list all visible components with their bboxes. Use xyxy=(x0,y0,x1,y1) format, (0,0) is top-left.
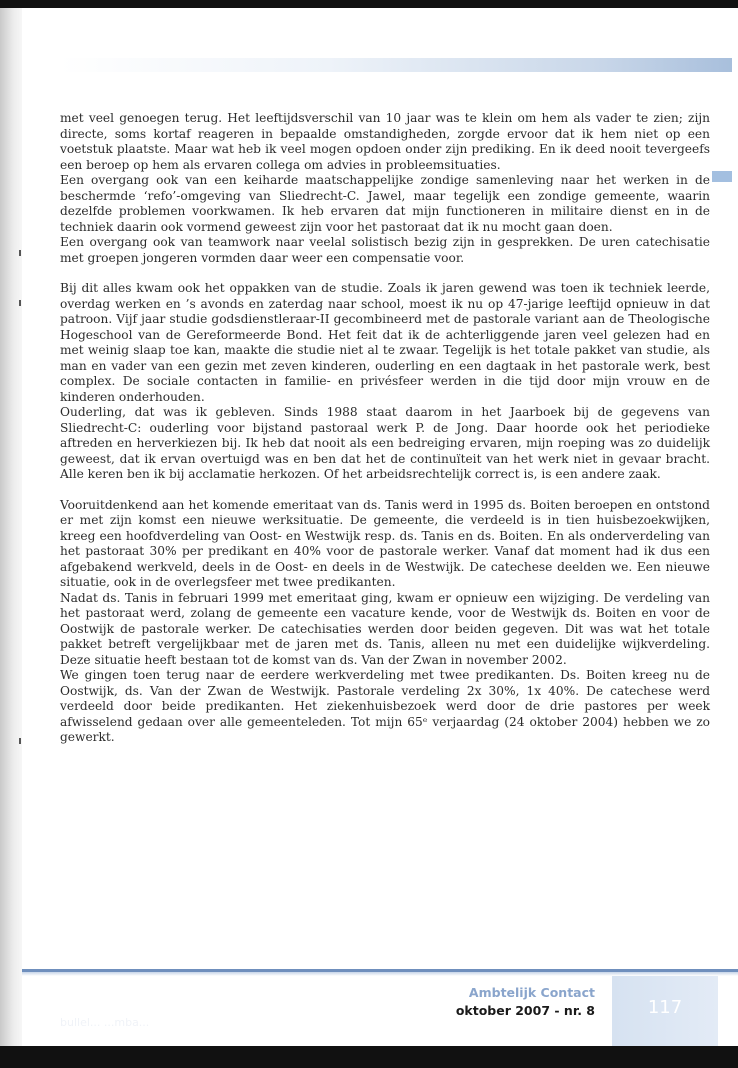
paragraph: We gingen toen terug naar de eerdere werkverdeling met twee predikanten. Ds. Boiten kreeg nu de Oostwijk, ds. Van der Zwan de Westwijk. Pastorale verdeling 2x 30%, 1x 40%. De catechese werd verdeeld door beide predikanten. Het ziekenhuisbezoek werd door de drie pastores per week afwisselend gedaan over alle gemeenteleden. Tot mijn 65ᵉ verjaardag (24 oktober 2004) hebben we zo gewerkt. xyxy=(60,668,710,744)
footer-brand xyxy=(440,984,595,1020)
paragraph: Ouderling, dat was ik gebleven. Sinds 1988 staat daarom in het Jaarboek bij de gegevens van Sliedrecht-C: ouderling voor bijstand pastoraal werk P. de Jong. Daar hoorde ook het periodieke aftreden en herverkiezen bij. Ik heb dat nooit als een bedreiging ervaren, mijn roeping was zo duidelijk geweest, dat ik ervan overtuigd was en ben dat het de continuïteit van het werk niet in gevaar bracht. Alle keren ben ik bij acclamatie herkozen. Of het arbeidsrechtelijk correct is, is een andere zaak. xyxy=(60,405,710,481)
paragraph: Een overgang ook van een keiharde maatschappelijke zondige samenleving naar het werken in de beschermde ‘refo’-omgeving van Sliedrecht-C. Jawel, maar tegelijk een zondige gemeente, waarin dezelfde problemen voorkwamen. Ik heb ervaren dat mijn functioneren in militaire dienst en in de techniek daarin ook vormend geweest zijn voor het pastoraat dat ik nu mocht gaan doen. xyxy=(60,173,710,234)
side-tab-marker xyxy=(712,171,732,182)
page-number: 117 xyxy=(647,997,683,1018)
issue-date: oktober 2007 - nr. 8 xyxy=(455,1003,595,1018)
scan-top-border xyxy=(0,0,738,8)
paragraph: Een overgang ook van teamwork naar veelal solistisch bezig zijn in gesprekken. De uren catechisatie met groepen jongeren vormden daar weer een compensatie voor. xyxy=(60,235,710,265)
article-body xyxy=(60,111,710,746)
paragraph: met veel genoegen terug. Het leeftijdsverschil van 10 jaar was te klein om hem als vader te zien; zijn directe, soms kortaf reageren in bepaalde omstandigheden, zorgde ervoor dat ik hem niet op een voetstuk plaatste. Maar wat heb ik veel mogen opdoen onder zijn prediking. En ik deed nooit tevergeefs een beroep op hem als ervaren collega om advies in probleemsituaties. xyxy=(60,111,710,172)
paragraph: Bij dit alles kwam ook het oppakken van de studie. Zoals ik jaren gewend was toen ik techniek leerde, overdag werken en ’s avonds en zaterdag naar school, moest ik nu op 47-jarige leeftijd opnieuw in dat patroon. Vijf jaar studie godsdienstleraar-II gecombineerd met de pastorale variant aan de Theologische Hogeschool van de Gereformeerde Bond. Het feit dat ik de achterliggende jaren veel gelezen had en met weinig slaap toe kan, maakte die studie niet al te zwaar. Tegelijk is het totale pakket van studie, als man en vader van een gezin met zeven kinderen, ouderling en een dagtaak in het pastorale werk, best complex. De sociale contacten in familie- en privésfeer werden in die tijd door mijn vrouw en de kinderen onderhouden. xyxy=(60,281,710,404)
scan-bottom-border xyxy=(0,1046,738,1068)
magazine-title: Ambtelijk Contact xyxy=(468,985,595,1000)
paragraph: Vooruitdenkend aan het komende emeritaat van ds. Tanis werd in 1995 ds. Boiten beroepen en ontstond er met zijn komst een nieuwe werksituatie. De gemeente, die verdeeld is in tien huisbezoekwijken, kreeg een hoofdverdeling van Oost- en Westwijk resp. ds. Tanis en ds. Boiten. En als onderverdeling van het pastoraat 30% per predikant en 40% voor de pastorale werker. Vanaf dat moment had ik dus een afgebakend werkveld, deels in de Oost- en deels in de Westwijk. De catechese deelden we. Een nieuwe situatie, ook in de overlegsfeer met twee predikanten. xyxy=(60,497,710,589)
scan-mark xyxy=(19,250,21,256)
page-left-edge xyxy=(0,8,22,1046)
paragraph: Nadat ds. Tanis in februari 1999 met emeritaat ging, kwam er opnieuw een wijziging. De verdeling van het pastoraat werd, zolang de gemeente een vacature kende, voor de Westwijk ds. Boiten en voor de Oostwijk de pastorale werker. De catechisaties werden door beiden gegeven. Dit was wat het totale pakket betreft vergelijkbaar met de jaren met ds. Tanis, alleen nu met een duidelijke wijkverdeling. Deze situatie heeft bestaan tot de komst van ds. Van der Zwan in november 2002. xyxy=(60,590,710,667)
scan-mark xyxy=(19,738,21,744)
header-color-band xyxy=(60,58,732,72)
scan-mark xyxy=(19,300,21,306)
footer-faint-text: bullel... ...mba... xyxy=(60,1016,150,1029)
